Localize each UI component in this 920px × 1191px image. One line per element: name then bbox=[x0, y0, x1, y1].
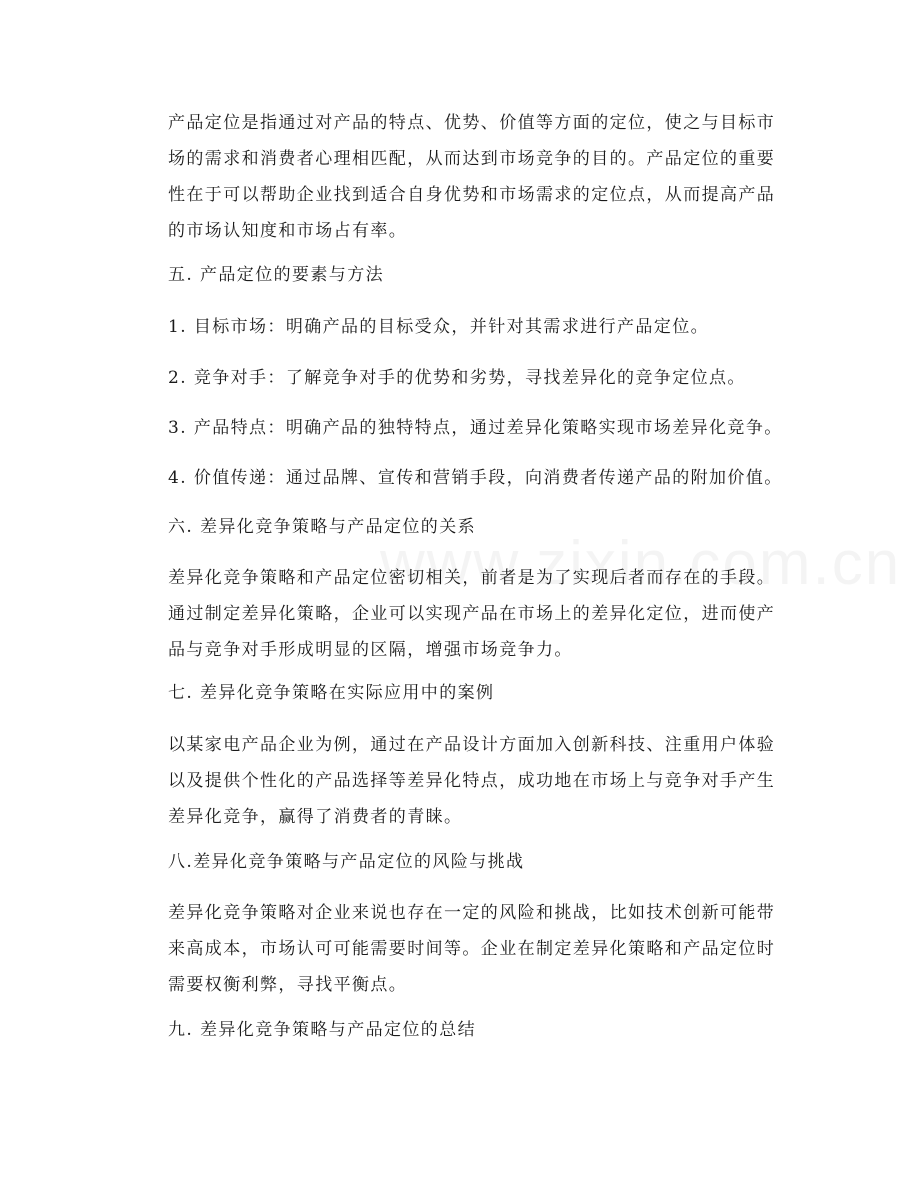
section-5-item-3: 3. 产品特点：明确产品的独特特点，通过差异化策略实现市场差异化竞争。 bbox=[168, 418, 783, 438]
watermark bbox=[380, 528, 901, 599]
section-6-paragraph: 差异化竞争策略和产品定位密切相关，前者是为了实现后者而存在的手段。通过制定差异化策略，企业可以实现产品在市场上的差异化定位，进而使产品与竞争对手形成明显的区隔，增强市场竞争力。 bbox=[168, 568, 776, 660]
section-5-item-4: 4. 价值传递：通过品牌、宣传和营销手段，向消费者传递产品的附加价值。 bbox=[168, 468, 783, 488]
section-5-item-1: 1. 目标市场：明确产品的目标受众，并针对其需求进行产品定位。 bbox=[168, 317, 710, 337]
intro-paragraph: 产品定位是指通过对产品的特点、优势、价值等方面的定位，使之与目标市场的需求和消费者心理相匹配，从而达到市场竞争的目的。产品定位的重要性在于可以帮助企业找到适合自身优势和市场需求的定位点，从而提高产品的市场认知度和市场占有率。 bbox=[168, 113, 776, 241]
section-7-heading: 七. 差异化竞争策略在实际应用中的案例 bbox=[168, 683, 495, 703]
section-5-heading: 五. 产品定位的要素与方法 bbox=[168, 265, 385, 285]
section-8-heading: 八.差异化竞争策略与产品定位的风险与挑战 bbox=[168, 852, 525, 872]
section-6-heading: 六. 差异化竞争策略与产品定位的关系 bbox=[168, 517, 477, 537]
section-9-heading: 九. 差异化竞争策略与产品定位的总结 bbox=[168, 1020, 477, 1040]
section-8-paragraph: 差异化竞争策略对企业来说也存在一定的风险和挑战，比如技术创新可能带来高成本，市场认可可能需要时间等。企业在制定差异化策略和产品定位时需要权衡利弊，寻找平衡点。 bbox=[168, 903, 776, 995]
section-7-paragraph: 以某家电产品企业为例，通过在产品设计方面加入创新科技、注重用户体验以及提供个性化的产品选择等差异化特点，成功地在市场上与竞争对手产生差异化竞争，赢得了消费者的青睐。 bbox=[168, 735, 776, 827]
section-5-item-2: 2. 竞争对手：了解竞争对手的优势和劣势，寻找差异化的竞争定位点。 bbox=[168, 368, 746, 388]
